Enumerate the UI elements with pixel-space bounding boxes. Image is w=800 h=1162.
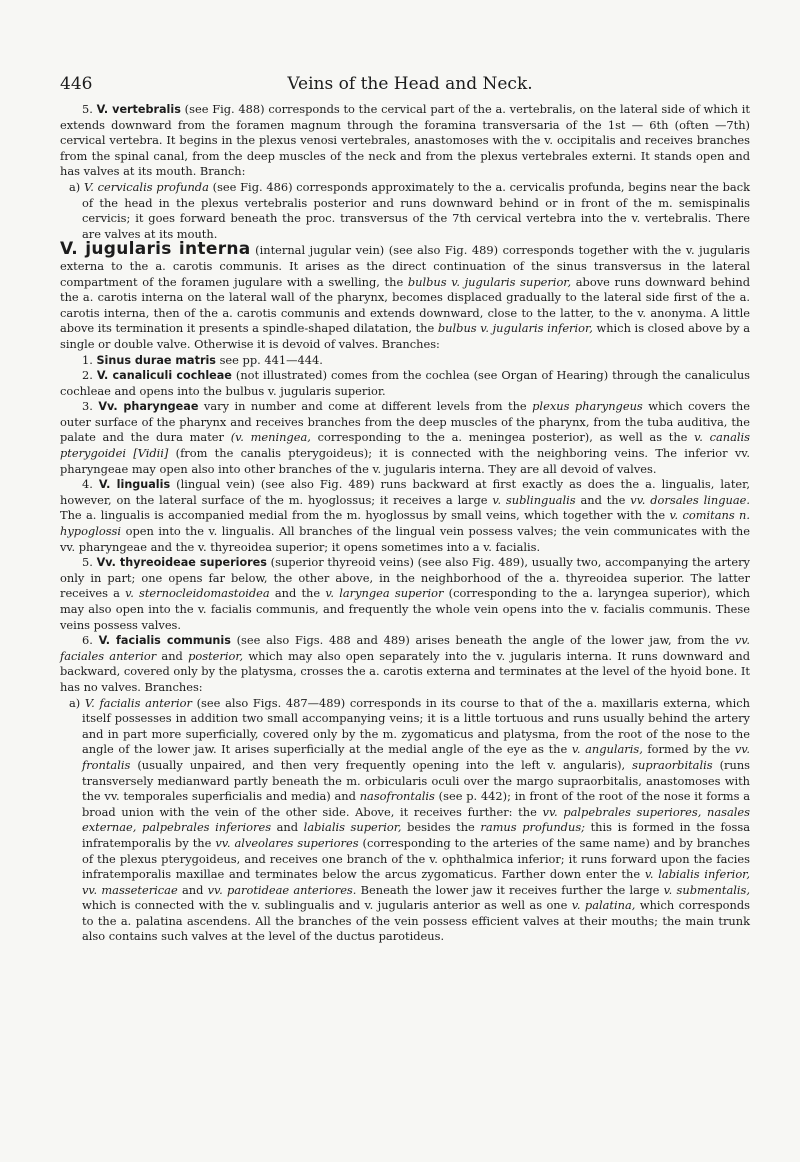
page-header	[60, 74, 760, 98]
text-run: besides the	[401, 820, 481, 835]
italic-term: v. labialis inferior, vv. massetericae	[82, 867, 750, 897]
italic-term: v. angularis,	[571, 742, 643, 757]
italic-term: vv. faciales anterior	[60, 633, 750, 663]
text-run: (superior thyreoid veins) (see also Fig. 489), usually two, accompanying the artery only in part; one opens far below, the other above, in the neighborhood of the a. thyreoidea superior. The latter receives a	[60, 555, 750, 601]
text-run: Beneath the lower jaw it receives further the large	[356, 882, 664, 897]
text-run: (corresponding to the arteries of the same name) and by branches of the plexus pterygoideus, and receives one branch of the v. ophthalmica inferior; it runs forward upon the facies infratemporalis maxillae and terminates below the arcus zygomaticus. Farther down enter the	[82, 835, 750, 882]
italic-term: vv. palpebrales superiores, nasales externae, palpebrales inferiores	[82, 804, 750, 835]
italic-term: nasofrontalis	[359, 789, 435, 804]
italic-term: vv. frontalis	[82, 742, 750, 772]
italic-term: vv. alveolares superiores	[215, 835, 359, 850]
text-run: this is formed in the fossa infratemporalis by the	[82, 820, 751, 850]
text-run: (lingual vein) (see also Fig. 489) runs backward at first exactly as does the a. lingualis, later, however, on the lateral surface of the m. hyoglossus; it receives a large	[60, 477, 750, 507]
italic-term: bulbus v. jugularis superior,	[407, 274, 572, 289]
text-run: (see also Figs. 487—489) corresponds in its course to that of the a. maxillaris externa, which itself possesses in addition two small accompanying veins; it is a little tortuous and runs usually behind the artery and in part more superficially, covered only by the m. zygomaticus and platysma, from the root of the nose to the angle of the lower jaw. It arises superficially at the medial angle of the eye as the	[82, 695, 750, 757]
text-run: and the	[575, 492, 631, 507]
italic-term: plexus pharyngeus	[532, 399, 643, 414]
italic-term: v. sublingualis	[492, 492, 576, 507]
text-run: 4.	[82, 477, 99, 492]
italic-term: v. canalis pterygoidei [Vidii]	[60, 430, 751, 461]
italic-term: (v. meningea,	[230, 430, 311, 445]
body-text	[60, 102, 750, 945]
text-run: vary in number and come at different levels from the	[198, 399, 533, 414]
paragraph	[60, 102, 750, 180]
paragraph	[60, 368, 750, 399]
italic-term: vv. parotideae anteriores.	[207, 882, 357, 897]
text-run: The a. lingualis is accompanied medial from the m. hyoglossus by small veins, which together with the	[60, 508, 670, 523]
page-number: 446	[60, 74, 93, 94]
text-run: (see p. 442); in front of the root of the nose it forms a broad union with the vein of the other side. Above, it receives further: the	[82, 789, 750, 819]
text-run: (usually unpaired, and then very frequently opening into the left v. angularis),	[130, 757, 633, 772]
text-run: which may also open separately into the v. jugularis interna. It runs downward and backward, covered only by the platysma, crosses the a. carotis externa and terminates at the level of the hyoid bone. It has no valves. Branches:	[60, 648, 750, 694]
text-run: a)	[69, 695, 85, 710]
bold-term: V. facialis communis	[98, 634, 231, 648]
text-run: 2.	[82, 368, 97, 383]
italic-term: labialis superior,	[303, 820, 402, 835]
text-run: (not illustrated) comes from the cochlea (see Organ of Hearing) through the canaliculus cochleae and opens into the bulbus v. jugularis superior.	[60, 368, 751, 398]
text-run: and	[271, 820, 304, 835]
text-run: formed by the	[642, 742, 735, 757]
text-run: see pp. 441—444.	[215, 352, 323, 367]
text-run: (runs transversely medianward partly beneath the m. orbicularis oculi over the margo supraorbitalis, anastomoses with the vv. temporales superficialis and media) and	[82, 757, 750, 804]
text-run: which is closed above by a single or double valve. Otherwise it is devoid of valves. Branches:	[60, 321, 750, 351]
bold-term: Sinus durae matris	[96, 353, 216, 367]
text-run: (from the canalis pterygoideus); it is connected with the neighboring veins. The inferior vv. pharyngeae may open also into other branches of the v. jugularis interna. They are all devoid of valves.	[60, 446, 750, 476]
text-run: open into the v. lingualis. All branches of the lingual vein possess valves; the vein communicates with the vv. pharyngeae and the v. thyreoidea superior; it opens sometimes into a v. facialis.	[60, 524, 750, 554]
bold-term: V. lingualis	[98, 478, 171, 492]
text-run: 6.	[82, 633, 99, 648]
text-run: 3.	[82, 399, 99, 414]
text-run: and	[156, 648, 189, 663]
text-run: corresponding to the a. meningea posterior), as well as the	[310, 430, 695, 445]
bold-term: Vv. pharyngeae	[98, 400, 199, 414]
text-run: (see Fig. 486) corresponds approximately to the a. cervicalis profunda, begins near the back of the head in the plexus vertebralis posterior and runs downward behind or in front of the m. semispinalis cervicis; it goes forward beneath the proc. transversus of the 7th cervical vertebra into the v. vertebralis. There are valves at its mouth.	[82, 179, 751, 241]
italic-term: posterior,	[188, 648, 244, 663]
paragraph	[60, 633, 750, 695]
italic-term: v. submentalis,	[663, 882, 750, 897]
text-run: which covers the outer surface of the pharynx and receives branches from the deep muscles of the pharynx, from the tuba auditiva, the palate and the dura mater	[60, 399, 750, 445]
paragraph	[60, 555, 750, 633]
italic-term: ramus profundus;	[480, 820, 585, 835]
italic-term: vv. dorsales linguae.	[630, 492, 750, 507]
text-run: 1.	[82, 352, 97, 367]
text-run: (see also Figs. 488 and 489) arises beneath the angle of the lower jaw, from the	[230, 633, 735, 648]
paragraph	[60, 399, 750, 477]
italic-term: V. facialis anterior	[84, 695, 192, 710]
text-run: (internal jugular vein) (see also Fig. 489) corresponds together with the v. jugularis externa to the a. carotis communis. It arises as the direct continuation of the sinus transversus in the lateral compartment of the foramen jugulare with a swelling, the	[60, 243, 751, 289]
text-run: and	[177, 882, 208, 897]
paragraph	[60, 353, 750, 369]
text-run: which is connected with the v. sublingualis and v. jugularis anterior as well as one	[82, 898, 572, 913]
text-run: 5.	[82, 555, 97, 570]
italic-term: v. sternocleidomastoidea	[125, 586, 270, 601]
italic-term: supraorbitalis	[632, 757, 713, 772]
italic-term: V. cervicalis profunda	[84, 179, 209, 194]
text-run: (see Fig. 488) corresponds to the cervical part of the a. vertebralis, on the lateral side of which it extends downward from the foramen magnum through the foramina transversaria of the 1st — 6th (often —7th) cervical vertebra. It begins in the plexus venosi vertebrales, anastomoses with the v. occipitalis and receives branches from the spinal canal, from the deep muscles of the neck and from the plexus vertebrales externi. It stands open and has valves at its mouth. Branch:	[60, 102, 750, 179]
section-heading: V. jugularis interna	[60, 239, 251, 260]
bold-term: Vv. thyreoideae superiores	[96, 556, 267, 570]
text-run: (corresponding to the a. laryngea superior), which may also open into the v. facialis communis, and frequently the whole vein opens into the v. facialis communis. These veins possess valves.	[60, 586, 750, 632]
italic-term: v. laryngea superior	[325, 586, 444, 601]
paragraph	[60, 696, 750, 946]
bold-term: V. canaliculi cochleae	[96, 369, 232, 383]
text-run: which corresponds to the a. palatina ascendens. All the branches of the vein possess efficient valves at their mouths; the main trunk also contains such valves at the level of the ductus parotideus.	[82, 898, 751, 944]
text-run: and the	[269, 586, 326, 601]
italic-term: bulbus v. jugularis inferior,	[437, 321, 593, 336]
running-title: Veins of the Head and Neck.	[287, 74, 533, 94]
paragraph	[60, 477, 750, 555]
paragraph	[60, 180, 750, 242]
bold-term: V. vertebralis	[96, 103, 181, 116]
text-run: above runs downward behind the a. carotis interna on the lateral wall of the pharynx, becomes displaced gradually to the lateral side first of the a. carotis interna, then of the a. carotis communis and extends downward, close to the latter, to the v. anonyma. A little above its termination it presents a spindle-shaped dilatation, the	[60, 274, 750, 336]
text-run: 5.	[82, 102, 97, 116]
italic-term: v. palatina,	[571, 898, 636, 913]
paragraph	[60, 239, 751, 352]
italic-term: v. comitans n. hypoglossi	[60, 508, 751, 539]
text-run: a)	[69, 179, 84, 194]
